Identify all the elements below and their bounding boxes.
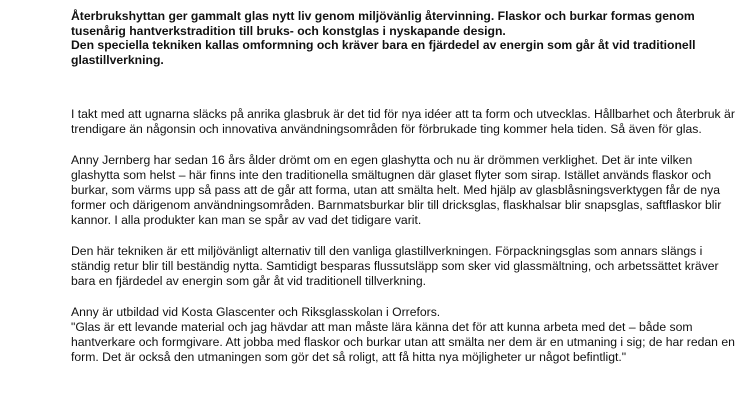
lead-text-2: Den speciella tekniken kallas omformning och kräver bara en fjärdedel av energin som går åt vid traditionell glastillverkning.: [71, 38, 696, 67]
body-paragraph-1: I takt med att ugnarna släcks på anrika glasbruk är det tid för nya idéer att ta form och utvecklas. Hållbarhet och återbruk är trendigare än någonsin och innovativa användningsområden för förbrukade ting kommer hela tiden. Så även för glas.: [71, 107, 735, 137]
lead-text-1: Återbrukshyttan ger gammalt glas nytt liv genom miljövänlig återvinning. Flaskor och burkar formas genom tusenårig hantverkstradition till bruks- och konstglas i nyskapande design.: [71, 9, 695, 38]
body-text: [71, 107, 736, 381]
lead-paragraph: [71, 9, 731, 67]
quote-paragraph: "Glas är ett levande material och jag hävdar att man måste lära känna det för att kunna arbeta med det – både som hantverkare och formgivare. Att jobba med flaskor och burkar utan att smälta ner dem är en utmaning i sig; de har redan en form. Det är också den utmaningen som gör det så roligt, att få hitta nya möjligheter ur något befintligt.": [71, 319, 735, 365]
body-paragraph-2: Anny Jernberg har sedan 16 års ålder drömt om en egen glashytta och nu är drömmen verklighet. Det är inte vilken glashytta som helst – här finns inte den traditionella smältugnen där glaset flyter som sirap. Istället används flaskor och burkar, som värms upp så pass att de går att forma, utan att smälta helt. Med hjälp av glasblåsningsverktygen får de nya former och därigenom användningsområden. Barnmatsburkar blir till dricksglas, flaskhalsar blir snapsglas, saftflaskor blir kannor. I alla produkter kan man se spår av vad det tidigare varit.: [71, 152, 722, 228]
body-paragraph-3: Den här tekniken är ett miljövänligt alternativ till den vanliga glastillverkningen. Förpackningsglas som annars slängs i ständig retur blir till beständig nytta. Samtidigt besparas flussutsläpp som sker vid glassmältning, och arbetssättet kräver bara en fjärdedel av energin som går åt vid traditionell tillverkning.: [71, 243, 719, 289]
body-paragraph-4: Anny är utbildad vid Kosta Glascenter och Riksglasskolan i Orrefors.: [71, 304, 441, 319]
